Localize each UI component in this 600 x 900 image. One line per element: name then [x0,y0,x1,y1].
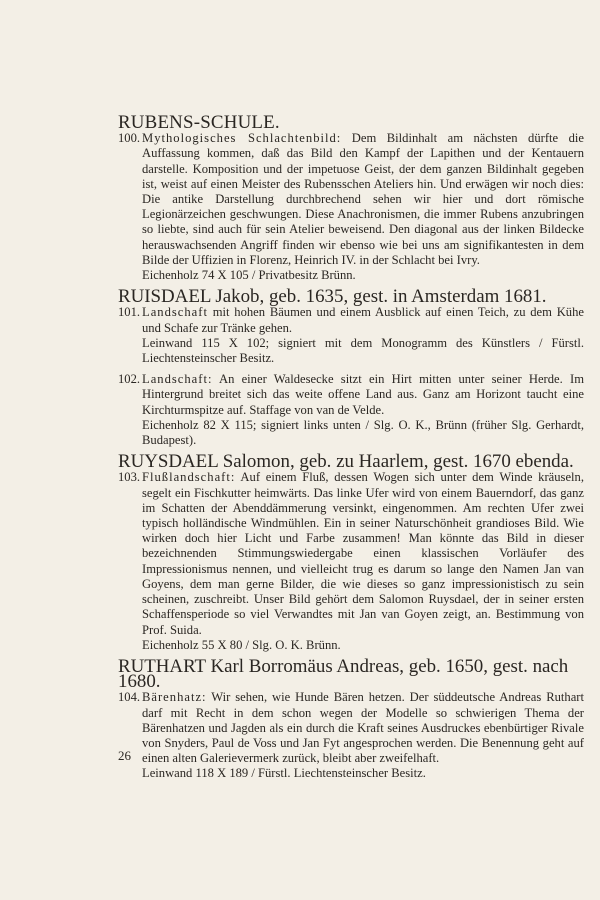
entry-text [118,470,584,637]
entry-text [118,690,584,766]
entry-description: Auf einem Fluß, dessen Wogen sich unter dem Winde kräuseln, segelt ein Fischkutter heimwärts. Das linke Ufer wird von einem Bauerndorf, das ganz im Schatten der Abenddämmerung versinkt, eingenommen. Am rechten Ufer zwei typisch holländische Windmühlen. Ein in seiner Naturschönheit grandioses Bild. Wie wirken doch hier Licht und Farbe zusammen! Man könnte das Bild in dieser bezeichnenden Stimmungswiedergabe einen klassischen Vorläufer des Impressionismus nennen, und vielleicht trug es darum so lange den Namen Jan van Goyens, dem man gerne Bilder, die wie dieses so ganz impressionistisch zu sein scheinen, zuschreibt. Unser Bild gehört dem Salomon Ruysdael, der in seiner ersten Schaffensperiode so viel Verwandtes mit Jan van Goyen zeigt, an. Bestimmung von Prof. Suida. [142,470,584,637]
entry-title: Flußlandschaft: [142,470,236,485]
entry-title: Bärenhatz: [142,690,207,705]
entry-text [118,372,584,418]
entry-details: Leinwand 118 X 189 / Fürstl. Liechtensteinscher Besitz. [142,766,426,781]
entry-details: Eichenholz 82 X 115; signiert links unten / Slg. O. K., Brünn (früher Slg. Gerhardt, Budapest). [142,417,584,448]
entry-number: 102. [118,372,141,387]
entry-title: Landschaft [142,305,208,320]
entry-number: 101. [118,305,141,320]
entry-details: Leinwand 115 X 102; signiert mit dem Monogramm des Künstlers / Fürstl. Liechtensteinscher Besitz. [142,335,584,366]
catalog-entry [118,470,584,652]
entry-description: Dem Bildinhalt am nächsten dürfte die Auffassung kommen, daß das Bild den Kampf der Lapithen und der Kentauern darstelle. Komposition und der impetuose Geist, der dem ganzen Bildinhalt gegeben ist, weist auf einen Meister des Rubensschen Ateliers hin. Und erwägen wir noch dies: Die antike Darstellung durchbrechend sehen wir hier und dort römische Legionärzeichen geschwungen. Diese Anachronismen, die immer Rubens anzubringen so liebte, sind auch für sein Atelier beweisend. Den diagonal aus der linken Bildecke herauswachsenden Angriff finden wir ebenso wie bei uns am signifikantesten in dem Bilde der Uffizien in Florenz, Heinrich IV. in der Schlacht bei Ivry. [142,131,585,267]
section-heading: RUTHART Karl Borromäus Andreas, geb. 1650, gest. nach 1680. [118,655,569,693]
entry-description: An einer Waldesecke sitzt ein Hirt mitten unter seiner Herde. Im Hintergrund breitet sich das weite offene Land aus. Ganz am Horizont taucht eine Kirchturmspitze auf. Staffage von van de Velde. [142,372,584,417]
catalog-entry [118,690,584,781]
catalog-entry [118,372,584,448]
entry-text [118,131,584,268]
page-number: 26 [118,748,131,763]
entry-title: Landschaft: [142,372,213,387]
catalog-entry [118,305,584,366]
entry-description: Wir sehen, wie Hunde Bären hetzen. Der süddeutsche Andreas Ruthart darf mit Recht in dem schon wegen der Modelle so schwierigen Thema der Bärenhatzen und Jagden als ein durch die Kraft seines Ausdruckes ebenbürtiger Rivale von Snyders, Paul de Voss und Jan Fyt angesprochen werden. Die Benennung geht auf einen alten Galerievermerk zurück, bleibt aber zweifelhaft. [142,690,584,766]
entry-title: Mythologisches Schlachtenbild: [142,131,342,146]
entry-description: mit hohen Bäumen und einem Ausblick auf einen Teich, zu dem Kühe und Schafe zur Tränke gehen. [142,305,584,335]
entry-number: 103. [118,470,141,485]
section-heading: RUYSDAEL Salomon, geb. zu Haarlem, gest. 1670 ebenda. [118,451,574,473]
entry-details: Eichenholz 74 X 105 / Privatbesitz Brünn. [142,268,356,283]
entry-number: 104. [118,690,141,705]
catalog-entry [118,131,584,283]
catalog-text [118,112,585,782]
section-heading: RUISDAEL Jakob, geb. 1635, gest. in Amsterdam 1681. [118,286,547,308]
section-heading: RUBENS-SCHULE. [118,112,280,133]
entry-details: Eichenholz 55 X 80 / Slg. O. K. Brünn. [142,637,341,652]
entry-text [118,305,584,335]
entry-number: 100. [118,131,141,146]
